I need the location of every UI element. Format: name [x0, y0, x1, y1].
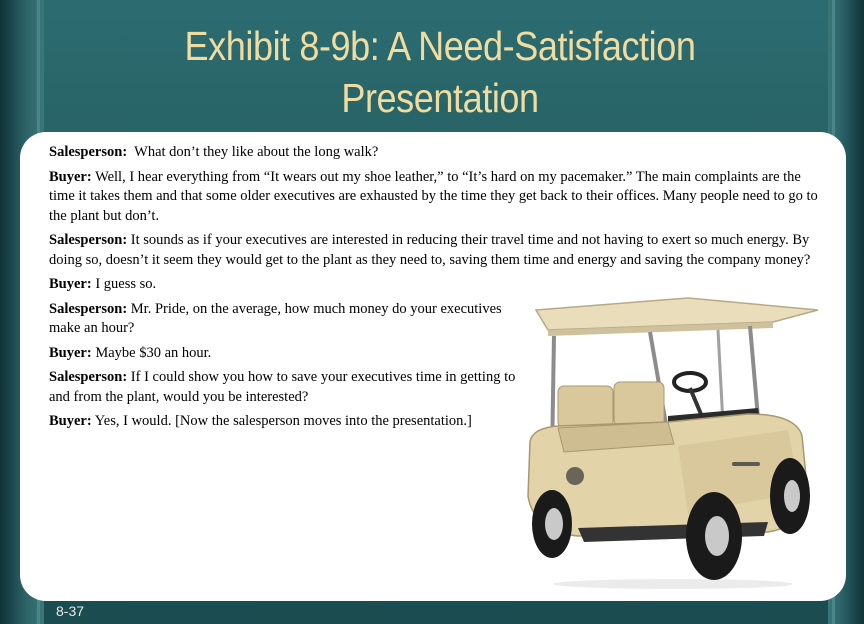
dialogue-text-line: Well, I hear everything from “It wears out my shoe leather,” to “It’s hard on my pacemaker.” The main complaints are the time it takes them and that some older executives are exhausted by the time they get back to their offices. Many people need to go to the plant but don’t. [49, 168, 818, 224]
dialogue-text-line: It sounds as if your executives are interested in reducing their travel time and not having to exert so much energy. By doing so, doesn’t it seem they would get to the plant as they need to, saving them time and energy and saving the company money? [49, 232, 811, 268]
dialogue-text-line: What don’t they like about the long walk? [134, 144, 379, 160]
dialogue-text-line: Yes, I would. [Now the salesperson moves into the presentation.] [94, 413, 472, 429]
dialogue-text-line: If I could show you how to save your executives time in getting to and from the plant, would you be interested? [49, 369, 516, 405]
dialogue-line [49, 344, 529, 364]
speaker-label: Salesperson: [49, 369, 128, 385]
golf-cart-image [518, 296, 828, 590]
speaker-label: Salesperson: [49, 144, 128, 160]
dialogue-line [49, 300, 529, 339]
dialogue-line [49, 168, 829, 227]
speaker-label: Buyer: [49, 168, 92, 185]
dialogue-text-line: I guess so. [95, 276, 157, 292]
slide-title: Exhibit 8-9b: A Need-Satisfaction Presentation [184, 23, 696, 121]
dialogue-line [49, 143, 829, 163]
dialogue-line [49, 368, 529, 407]
dialogue-text-line: Mr. Pride, on the average, how much money do your executives make an hour? [49, 300, 502, 336]
speaker-label: Salesperson: [49, 232, 128, 248]
speaker-label: Salesperson: [49, 300, 128, 317]
speaker-label: Buyer: [49, 344, 92, 361]
dialogue-line [49, 412, 529, 432]
slide-number: 8-37 [56, 603, 85, 619]
dialogue-line [49, 275, 829, 295]
speaker-label: Buyer: [49, 413, 92, 429]
speaker-label: Buyer: [49, 276, 92, 292]
dialogue-line [49, 231, 829, 270]
dialogue-text-line: Maybe $30 an hour. [95, 344, 212, 361]
